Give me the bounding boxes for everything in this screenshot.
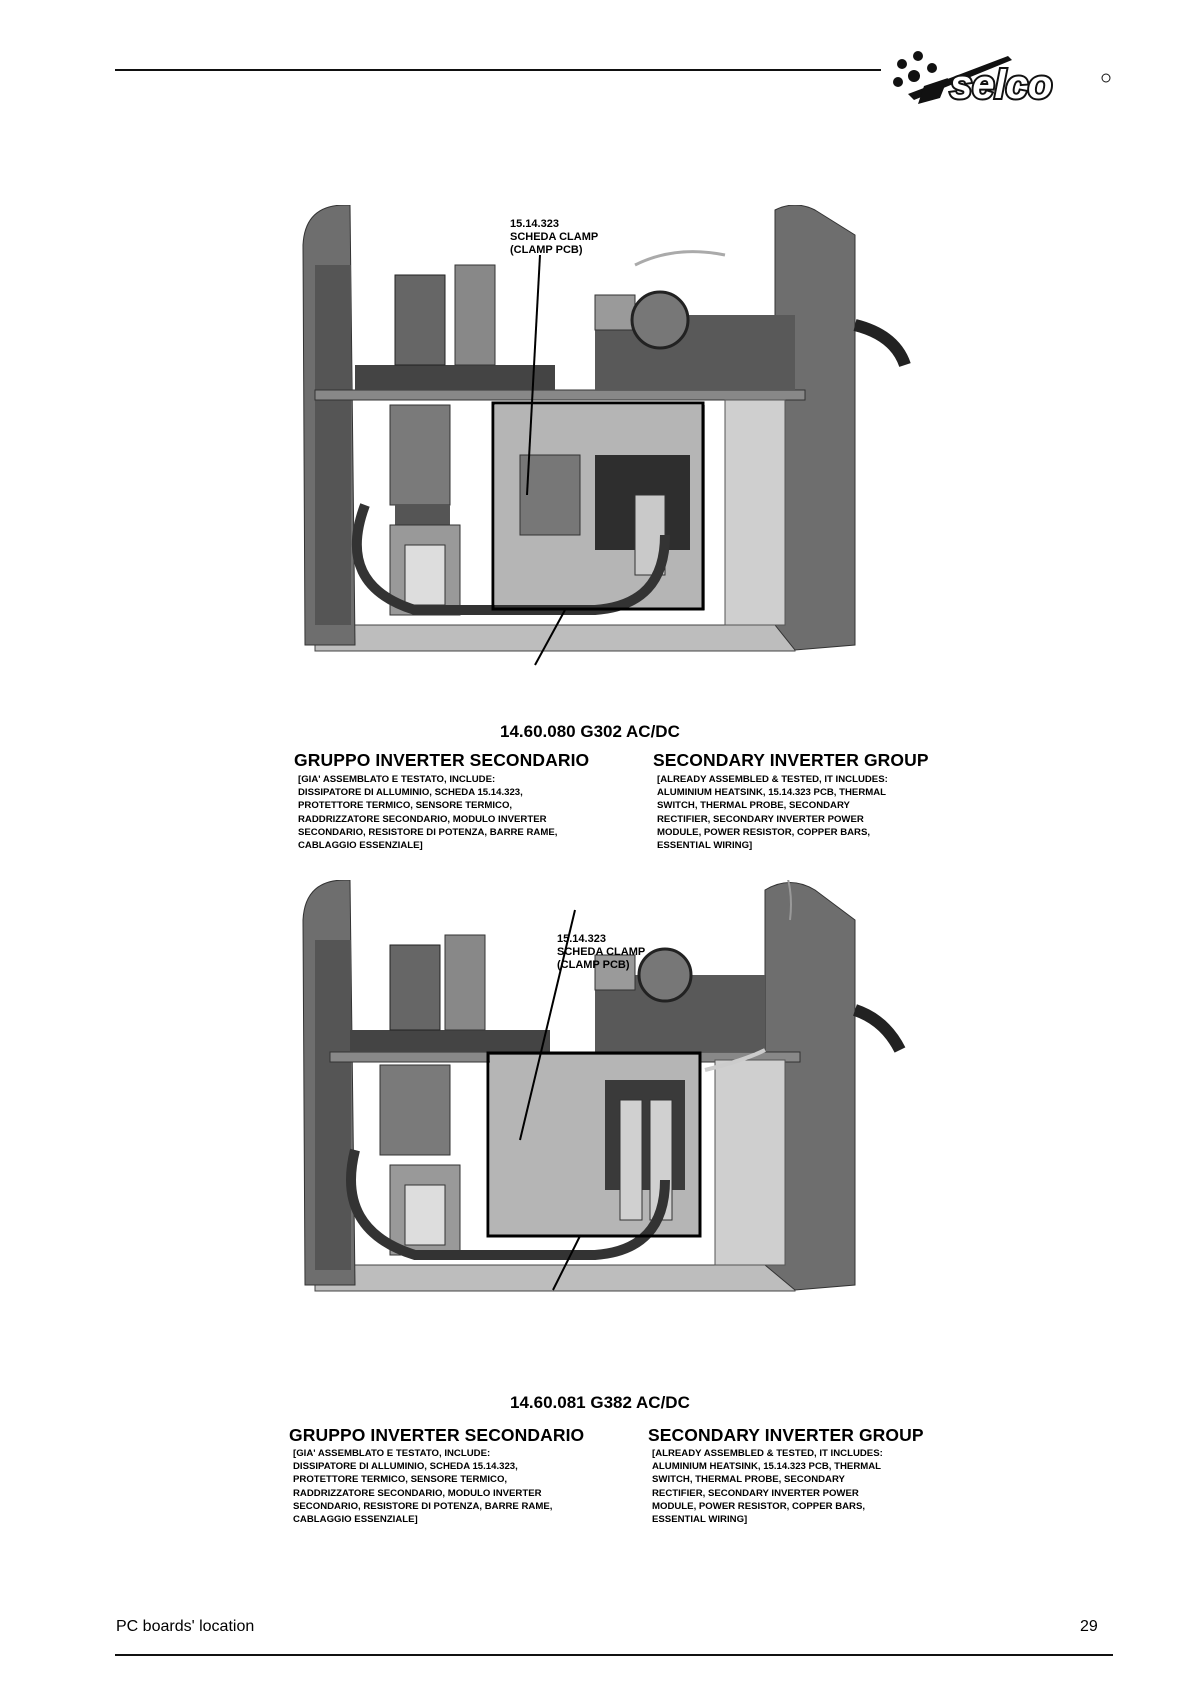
- italian-line: CABLAGGIO ESSENZIALE]: [298, 840, 423, 852]
- selco-logo: [888, 42, 1113, 112]
- italian-line: DISSIPATORE DI ALLUMINIO, SCHEDA 15.14.323,: [293, 1461, 518, 1473]
- english-line: ALUMINIUM HEATSINK, 15.14.323 PCB, THERMAL: [657, 787, 887, 799]
- italian-line: [GIA' ASSEMBLATO E TESTATO, INCLUDE:: [293, 1448, 491, 1459]
- header-rule: [115, 69, 881, 71]
- clamp-pcb-callout: [510, 218, 598, 257]
- italian-description: [298, 773, 557, 852]
- figure-2: [289, 880, 945, 1550]
- italian-title: GRUPPO INVERTER SECONDARIO: [294, 750, 590, 770]
- italian-line: RADDRIZZATORE SECONDARIO, MODULO INVERTER: [298, 813, 547, 825]
- italian-line: SECONDARIO, RESISTORE DI POTENZA, BARRE RAME,: [298, 826, 558, 838]
- page-number: 29: [1080, 1618, 1098, 1635]
- clamp-pcb-code: 15.14.323: [510, 218, 559, 230]
- clamp-pcb-callout: [557, 933, 645, 972]
- english-line: SWITCH, THERMAL PROBE, SECONDARY: [657, 800, 850, 812]
- italian-line: DISSIPATORE DI ALLUMINIO, SCHEDA 15.14.323,: [298, 787, 523, 799]
- english-line: ALUMINIUM HEATSINK, 15.14.323 PCB, THERMAL: [652, 1461, 882, 1473]
- italian-line: CABLAGGIO ESSENZIALE]: [293, 1514, 418, 1526]
- english-line: ESSENTIAL WIRING]: [652, 1514, 748, 1526]
- italian-line: PROTETTORE TERMICO, SENSORE TERMICO,: [298, 800, 513, 812]
- logo-wordmark: selco: [950, 63, 1053, 107]
- footer-section-title: PC boards' location: [116, 1618, 255, 1635]
- part-code: 14.60.080 G302 AC/DC: [500, 722, 680, 741]
- clamp-pcb-name-en: (CLAMP PCB): [510, 244, 583, 256]
- italian-line: PROTETTORE TERMICO, SENSORE TERMICO,: [293, 1474, 508, 1486]
- english-line: SWITCH, THERMAL PROBE, SECONDARY: [652, 1474, 845, 1486]
- english-title: SECONDARY INVERTER GROUP: [648, 1425, 924, 1445]
- english-title: SECONDARY INVERTER GROUP: [653, 750, 929, 770]
- footer-rule: [115, 1654, 1113, 1656]
- italian-line: RADDRIZZATORE SECONDARIO, MODULO INVERTER: [293, 1487, 542, 1499]
- english-line: ESSENTIAL WIRING]: [657, 840, 753, 852]
- english-line: [ALREADY ASSEMBLED & TESTED, IT INCLUDES:: [652, 1448, 883, 1459]
- english-description: [657, 773, 888, 852]
- clamp-pcb-name-it: SCHEDA CLAMP: [557, 946, 646, 958]
- selco-logo-graphic: [888, 42, 1113, 112]
- part-code: 14.60.081 G382 AC/DC: [510, 1393, 690, 1412]
- figure-1: [294, 205, 945, 852]
- clamp-pcb-name-en: (CLAMP PCB): [557, 959, 630, 971]
- english-line: RECTIFIER, SECONDARY INVERTER POWER: [652, 1487, 859, 1499]
- italian-title: GRUPPO INVERTER SECONDARIO: [289, 1425, 585, 1445]
- welder-photo-g302: [295, 205, 945, 725]
- english-line: MODULE, POWER RESISTOR, COPPER BARS,: [652, 1500, 866, 1512]
- clamp-pcb-name-it: SCHEDA CLAMP: [510, 231, 599, 243]
- italian-line: SECONDARIO, RESISTORE DI POTENZA, BARRE RAME,: [293, 1500, 553, 1512]
- italian-description: [293, 1447, 552, 1526]
- clamp-pcb-code: 15.14.323: [557, 933, 606, 945]
- english-line: RECTIFIER, SECONDARY INVERTER POWER: [657, 813, 864, 825]
- english-line: MODULE, POWER RESISTOR, COPPER BARS,: [657, 826, 871, 838]
- english-line: [ALREADY ASSEMBLED & TESTED, IT INCLUDES:: [657, 774, 888, 785]
- welder-cutaway-illustration: [295, 205, 945, 725]
- english-description: [652, 1447, 883, 1526]
- italian-line: [GIA' ASSEMBLATO E TESTATO, INCLUDE:: [298, 774, 496, 785]
